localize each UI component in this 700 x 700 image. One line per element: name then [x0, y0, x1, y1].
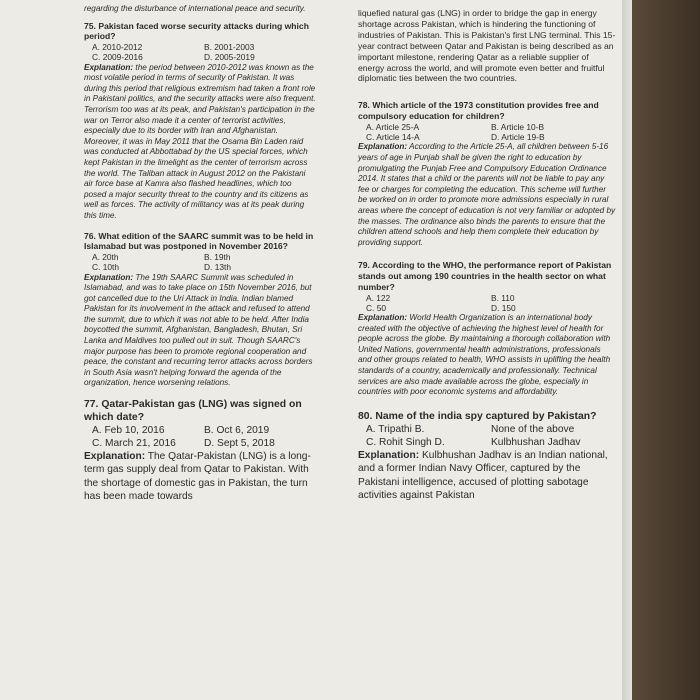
explanation-label: Explanation:	[358, 313, 408, 323]
option-c: C. Article 14-A	[366, 132, 420, 143]
option-a: A. 20th	[92, 252, 119, 263]
explanation-label: Explanation:	[358, 142, 408, 152]
question-75-explanation	[84, 63, 316, 222]
question-76-options	[92, 252, 316, 272]
question-80	[358, 410, 616, 503]
question-77-options	[92, 424, 316, 450]
option-b: B. 19th	[204, 252, 231, 263]
question-76-number: 76.	[84, 230, 96, 241]
option-b: B. Article 10-B	[491, 121, 545, 132]
question-78-text	[358, 100, 616, 122]
option-a: A. 122	[366, 292, 391, 303]
explanation-label: Explanation:	[84, 451, 146, 463]
question-80-number: 80.	[358, 410, 373, 422]
background-surface	[632, 0, 700, 700]
explanation-label: Explanation:	[358, 449, 420, 461]
option-d: Kulbhushan Jadhav	[491, 436, 581, 448]
question-79-explanation	[358, 313, 616, 398]
explanation-text: Kulbhushan Jadhav is an Indian national, and a former Indian Navy Officer, captured by the Pakistani intelligence, accused of plotting sabotage activities against Pakistan	[358, 449, 608, 502]
question-80-options	[366, 423, 616, 449]
explanation-text: World Health Organization is an international body created with the objective of achieving the highest level of health for people across the globe. By maintaining a thorough collaboration with United Nations, governmental health administrations, professionals and other groups related to health, WHO assists in uplifting the health standards of a country, academically and professionally. Technical services are also made available across the globe, especially in countries with poor economic systems and affordability.	[358, 313, 611, 397]
question-79-text	[358, 260, 616, 292]
option-d: D. 13th	[204, 262, 232, 273]
intro-text: regarding the disturbance of international peace and security.	[84, 4, 306, 13]
explanation-text: According to the Article 25-A, all children between 5-16 years of age in Punjab shall be given the right to education by promulgating the Punjab Free and Compulsory Education Ordinance 2014. It states that a child or the parents will not be liable to pay any fee or charges for completing the education. This scheme will further be worked on in order to promote more admissions especially in rural areas where the concept of education is not very familiar or adopted by the masses. The ordinance also binds the parents to ensure that the children attend schools and help them complete their education by providing support.	[358, 142, 616, 247]
option-a: A. 2010-2012	[92, 42, 143, 53]
option-d: D. Article 19-B	[491, 132, 545, 143]
option-a: A. Article 25-A	[366, 121, 420, 132]
option-b: B. Oct 6, 2019	[204, 425, 270, 437]
question-77-explanation	[84, 450, 316, 504]
explanation-label: Explanation:	[84, 62, 134, 72]
question-79-options	[366, 293, 616, 313]
option-d: D. 2005-2019	[204, 52, 255, 63]
explanation-text: The 19th SAARC Summit was scheduled in Islamabad, and was to take place on 15th November 2016, but got cancelled due to the Uri Attack in India. Indian blamed Pakistan for its involvement in the attack and refused to attend the summit, due to which it was not able to be held. After India boycotted the summit, Afghanistan, Bangladesh, Bhutan, Sri Lanka and Maldives too pulled out in suit. Though SAARC's major purpose has been to promote regional cooperation and peace, the constant and recurring terror attacks across borders in South Asia wasn't helping forward the agenda of the organization, hence worsening relations.	[84, 272, 313, 388]
question-76	[84, 231, 316, 390]
option-c: C. 2009-2016	[92, 52, 143, 63]
question-78-stem: Which article of the 1973 constitution provides free and compulsory education for children?	[358, 100, 599, 122]
explanation-label: Explanation:	[84, 272, 134, 282]
continued-text: liquefied natural gas (LNG) in order to bridge the gap in energy shortage across Pakistan, which is hindering the functioning of industries of Pakistan. This is Pakistan's first LNG terminal. This 15-year contract between Qatar and Pakistan is being described as an important milestone, rendering Qatar as a reliable supplier of energy across the world, and will promote even better and fruitful diplomatic ties between the two countries.	[358, 8, 616, 84]
option-d: D. 150	[491, 302, 516, 313]
question-77-text	[84, 398, 316, 424]
option-d: D. Sept 5, 2018	[204, 438, 275, 450]
question-77	[84, 398, 316, 504]
question-80-explanation	[358, 449, 616, 503]
question-78-number: 78.	[358, 100, 370, 111]
question-78-explanation	[358, 142, 616, 248]
question-79	[358, 260, 616, 398]
question-75-number: 75.	[84, 20, 96, 31]
option-c: C. 50	[366, 302, 387, 313]
question-75-text	[84, 21, 316, 43]
option-b: B. 110	[491, 292, 515, 303]
question-76-stem: What edition of the SAARC summit was to be held in Islamabad but was postponed in November 2016?	[84, 230, 314, 252]
question-75-stem: Pakistan faced worse security attacks during which period?	[84, 20, 309, 42]
option-b: None of the above	[491, 423, 575, 435]
question-78	[358, 100, 616, 248]
option-b: B. 2001-2003	[204, 42, 255, 53]
question-77-stem: Qatar-Pakistan gas (LNG) was signed on which date?	[84, 399, 302, 424]
option-a: A. Tripathi B.	[366, 423, 425, 435]
question-79-stem: According to the WHO, the performance report of Pakistan stands out among 190 countries in the health sector on what number?	[358, 260, 612, 292]
question-80-stem: Name of the india spy captured by Pakistan?	[375, 410, 597, 422]
option-c: C. March 21, 2016	[92, 438, 176, 450]
question-79-number: 79.	[358, 260, 370, 271]
option-c: C. 10th	[92, 262, 120, 273]
question-80-text	[358, 410, 616, 423]
question-76-text	[84, 231, 316, 253]
option-c: C. Rohit Singh D.	[366, 436, 445, 448]
explanation-text: The Qatar-Pakistan (LNG) is a long-term gas supply deal from Qatar to Pakistan. With the shortage of domestic gas in Pakistan, the turn has been made towards	[84, 451, 311, 503]
option-a: A. Feb 10, 2016	[92, 425, 165, 437]
explanation-text: the period between 2010-2012 was known as the most volatile period in terms of security of Pakistan. It was during this period that religious extremism had taken a front role in Pakistani politics, and the security attacks were also frequent. Terrorism too was at its peak, and Pakistan's participation in the war on Terror also made it a center of terrorist activities, especially due to its border with Iran and Afghanistan. Moreover, it was in May 2011 that the Osama Bin Laden raid was conducted at Abbottabad by the US special forces, which kept Pakistan in the limelight as the center of terrorism across the world. The Taliban attack in August 2012 on the Pakistani air force base at Kamra also flashed headlines, which too posed a major security threat to the country and its citizens as well as forces. The activity of militancy was at its peak during this time.	[84, 62, 316, 220]
left-column	[84, 4, 316, 513]
right-column	[358, 8, 616, 511]
question-77-number: 77.	[84, 399, 99, 411]
question-78-options	[366, 122, 616, 142]
question-76-explanation	[84, 273, 316, 390]
question-75	[84, 21, 316, 222]
question-75-options	[92, 42, 316, 62]
